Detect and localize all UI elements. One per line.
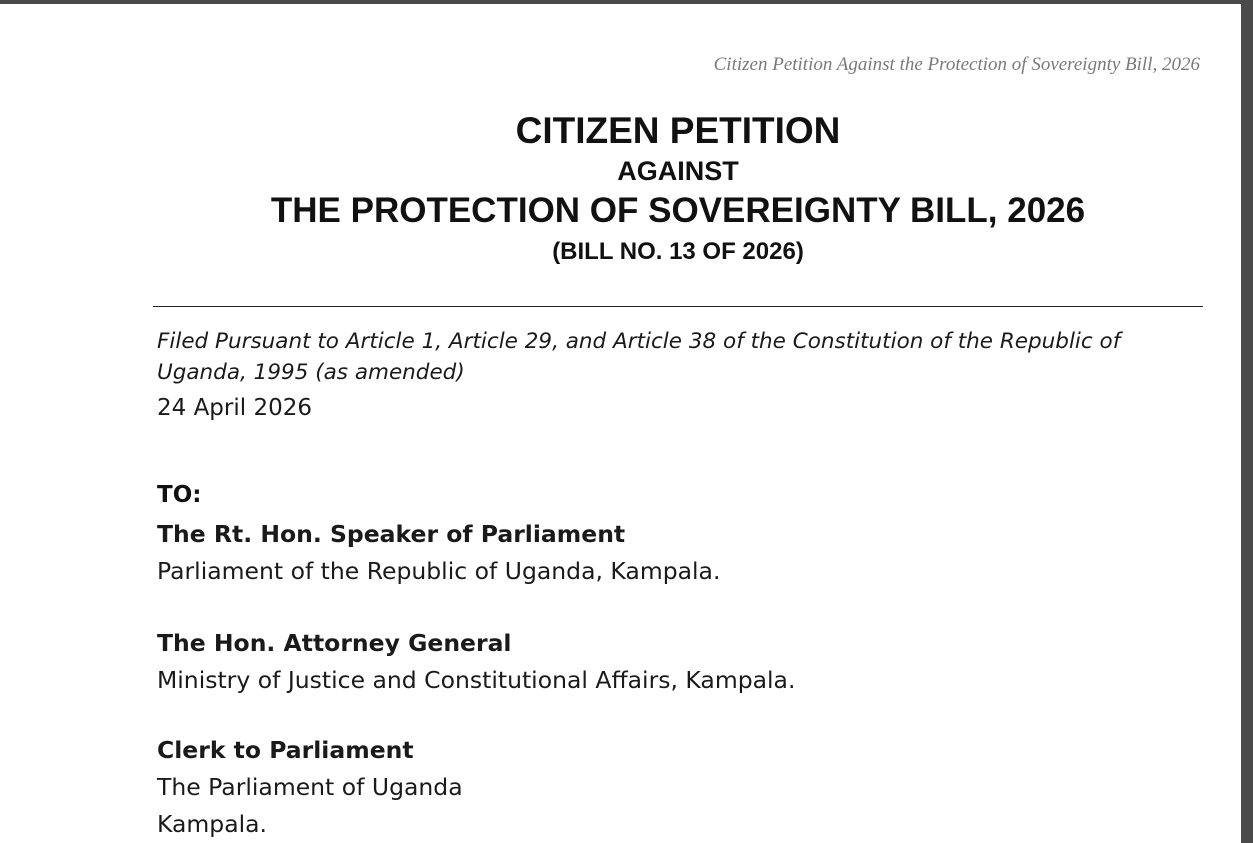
title-line-4: (BILL NO. 13 OF 2026) xyxy=(552,238,804,265)
recipient-speaker xyxy=(157,516,720,590)
recipient-name: Clerk to Parliament xyxy=(157,736,414,764)
title-line-2: AGAINST xyxy=(617,156,739,186)
recipient-clerk xyxy=(157,732,463,843)
document-page xyxy=(0,4,1241,843)
recipient-address-line: Kampala. xyxy=(157,810,268,838)
title-line-1: CITIZEN PETITION xyxy=(515,110,841,151)
recipient-address-line: Parliament of the Republic of Uganda, Kampala. xyxy=(157,557,721,585)
recipient-address-line: Ministry of Justice and Constitutional Affairs, Kampala. xyxy=(157,666,796,694)
filing-date: 24 April 2026 xyxy=(157,395,312,421)
running-header: Citizen Petition Against the Protection of Sovereignty Bill, 2026 xyxy=(713,54,1200,75)
title-line-3: THE PROTECTION OF SOVEREIGNTY BILL, 2026 xyxy=(270,191,1086,230)
recipient-name: The Hon. Attorney General xyxy=(157,629,512,657)
document-title xyxy=(153,108,1203,270)
recipient-address-line: The Parliament of Uganda xyxy=(157,773,463,801)
title-divider xyxy=(153,306,1203,307)
viewer-scrollbar-track[interactable] xyxy=(1241,4,1253,843)
addressee-label: TO: xyxy=(157,482,202,508)
recipient-attorney-general xyxy=(157,625,795,699)
filing-statement: Filed Pursuant to Article 1, Article 29, and Article 38 of the Constitution of the Republic of Uganda, 1995 (as amended) xyxy=(157,329,1121,385)
recipient-name: The Rt. Hon. Speaker of Parliament xyxy=(157,520,626,548)
